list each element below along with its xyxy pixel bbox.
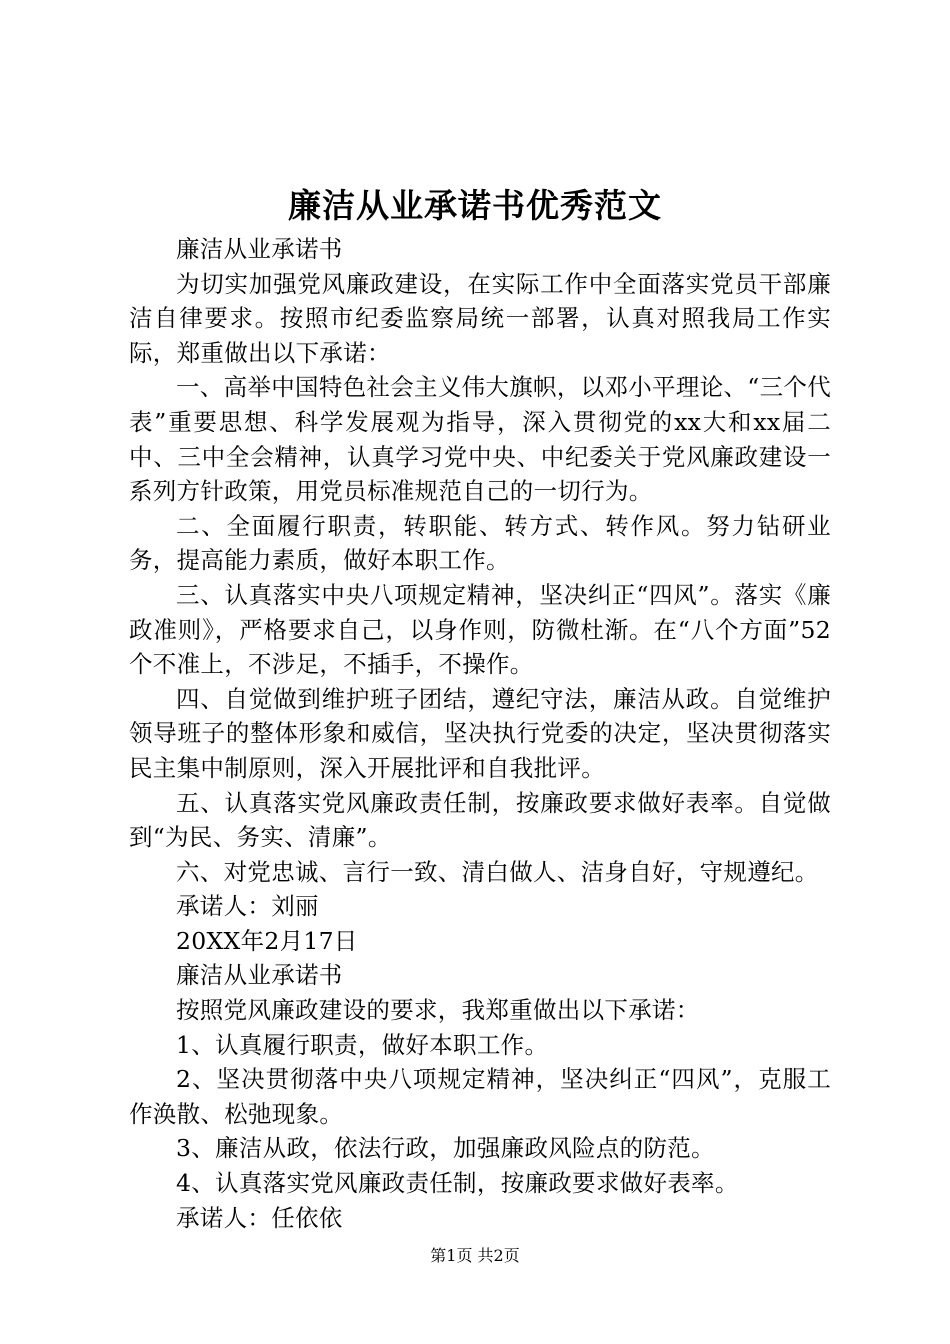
document-title: 廉洁从业承诺书优秀范文 (288, 186, 662, 225)
paragraph: 三、认真落实中央八项规定精神，坚决纠正“四风”。落实《廉政准则》，严格要求自己，以身作则，防微杜渐。在“八个方面”52个不准上，不涉足，不插手，不操作。 (129, 580, 831, 679)
paragraph: 一、高举中国特色社会主义伟大旗帜，以邓小平理论、“三个代表”重要思想、科学发展观为指导，深入贯彻党的xx大和xx届二中、三中全会精神，认真学习党中央、中纪委关于党风廉政建设一系列方针政策，用党员标准规范自己的一切行为。 (129, 373, 831, 506)
paragraph: 五、认真落实党风廉政责任制，按廉政要求做好表率。自觉做到“为民、务实、清廉”。 (129, 788, 831, 852)
paragraph: 六、对党忠诚、言行一致、清白做人、洁身自好，守规遵纪。 (176, 857, 819, 886)
date-line: 20XX年2月17日 (176, 926, 358, 955)
paragraph: 按照党风廉政建设的要求，我郑重做出以下承诺： (176, 996, 700, 1025)
document-body (129, 232, 831, 1235)
signature-line: 承诺人：任依依 (176, 1203, 343, 1232)
list-item: 3、廉洁从政，依法行政，加强廉政风险点的防范。 (176, 1134, 715, 1163)
section-heading: 廉洁从业承诺书 (176, 961, 343, 990)
paragraph: 四、自觉做到维护班子团结，遵纪守法，廉洁从政。自觉维护领导班子的整体形象和威信，坚决执行党委的决定，坚决贯彻落实民主集中制原则，深入开展批评和自我批评。 (129, 684, 831, 782)
list-item: 2、坚决贯彻落中央八项规定精神，坚决纠正“四风”，克服工作涣散、松弛现象。 (129, 1065, 831, 1128)
signature-line: 承诺人：刘丽 (176, 892, 319, 921)
paragraph: 为切实加强党风廉政建设，在实际工作中全面落实党员干部廉洁自律要求。按照市纪委监察局统一部署，认真对照我局工作实际，郑重做出以下承诺： (129, 269, 831, 367)
page-footer: 第1页 共2页 (430, 1246, 520, 1265)
paragraph: 廉洁从业承诺书 (176, 235, 343, 263)
paragraph: 二、全面履行职责，转职能、转方式、转作风。努力钻研业务，提高能力素质，做好本职工作。 (129, 511, 831, 575)
list-item: 4、认真落实党风廉政责任制，按廉政要求做好表率。 (176, 1169, 739, 1198)
list-item: 1、认真履行职责，做好本职工作。 (176, 1030, 549, 1059)
